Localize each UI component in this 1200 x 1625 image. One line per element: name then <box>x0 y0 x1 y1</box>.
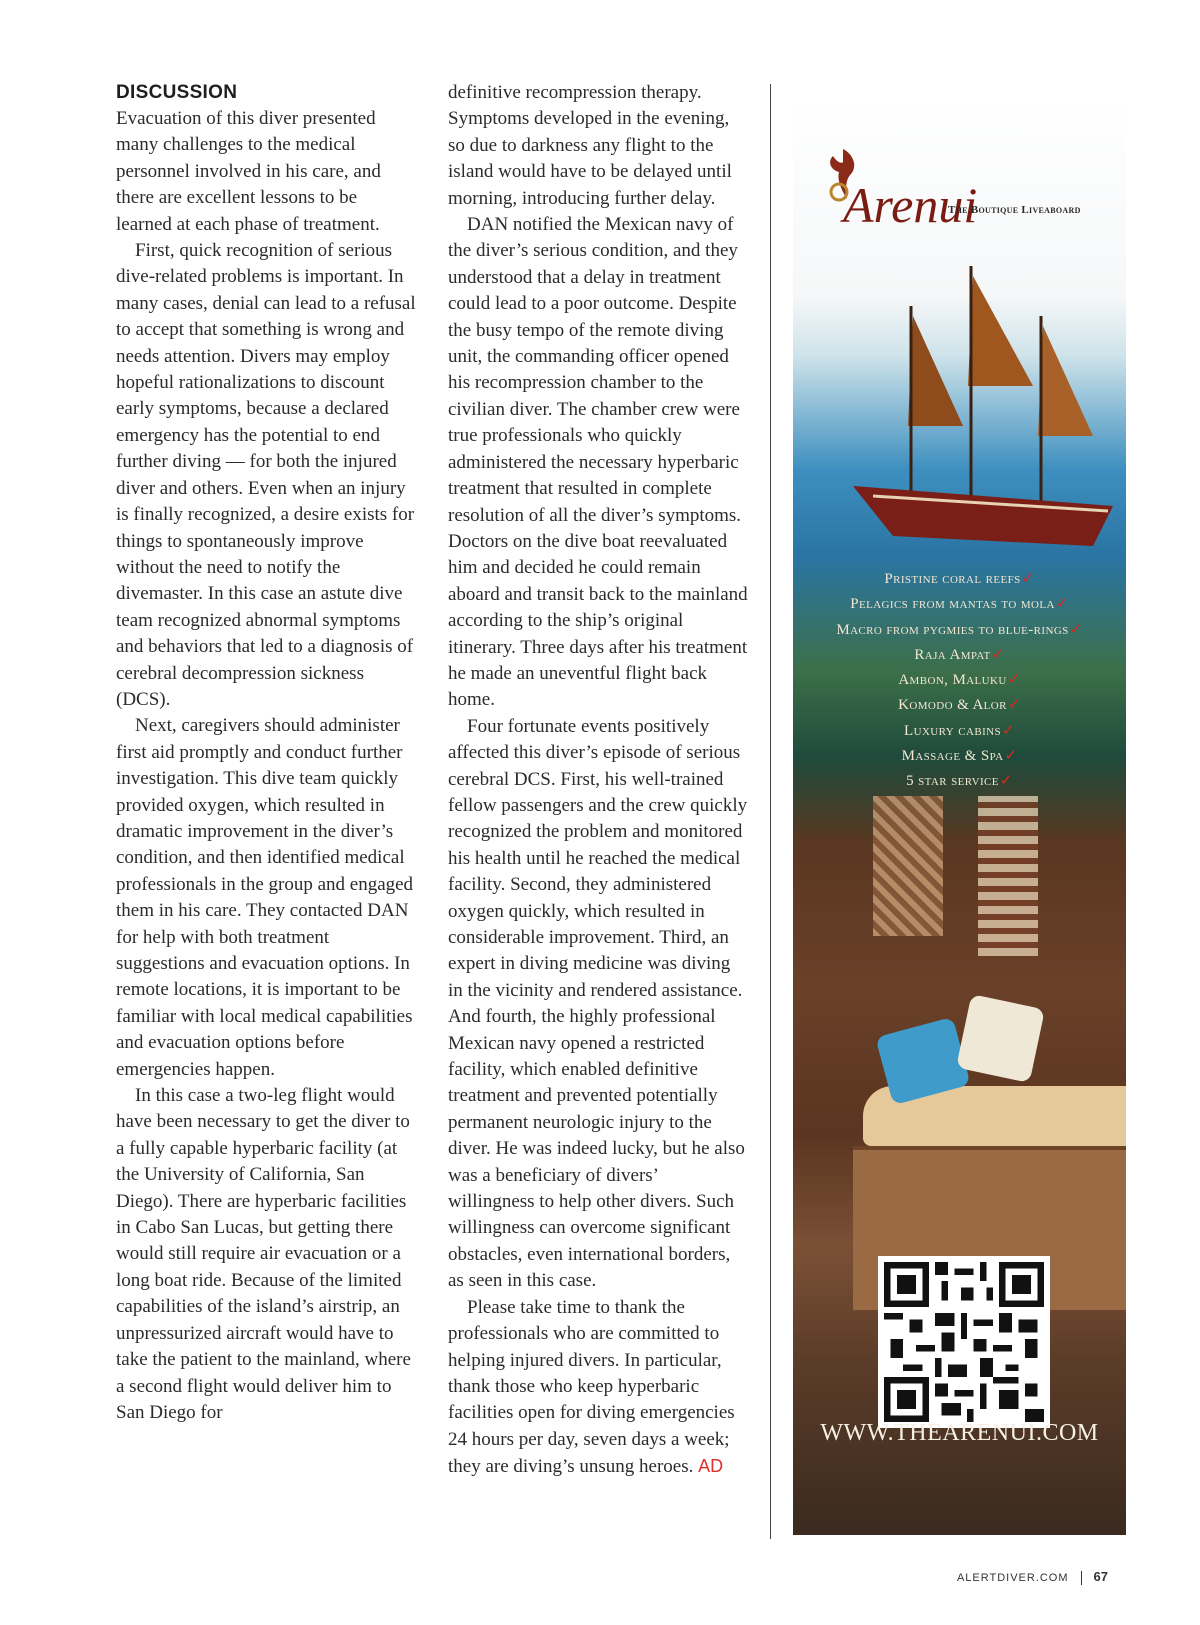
ad-url-link[interactable]: WWW.THEARENUI.COM <box>820 1420 1099 1446</box>
check-icon: ✓ <box>1007 670 1021 689</box>
check-icon: ✓ <box>1055 594 1069 613</box>
end-mark: AD <box>698 1456 724 1477</box>
check-icon: ✓ <box>1069 619 1083 638</box>
page-footer <box>957 1569 1108 1585</box>
check-icon: ✓ <box>1007 695 1021 714</box>
article-column-2 <box>448 80 748 1481</box>
feature-item: Raja Ampat✓ <box>914 644 1005 663</box>
qr-code-icon[interactable] <box>878 1256 1050 1428</box>
feature-item: Komodo & Alor✓ <box>898 695 1021 714</box>
pillow-image <box>956 994 1045 1083</box>
paragraph: In this case a two-leg flight would have been necessary to get the diver to a fully capable hyperbaric facility (at the University of California, San Diego). There are hyperbaric facilities in Cabo San Lucas, but getting there would still require air evacuation or a long boat ride. Because of the limited capabilities of the island’s airstrip, an unpressurized aircraft would have to take the patient to the mainland, where a second flight would deliver him to San Diego for <box>116 1085 411 1423</box>
page-number: 67 <box>1093 1569 1108 1584</box>
paragraph-text: Please take time to thank the professionals who are committed to helping injured divers. In particular, thank those who keep hyperbaric facilities open for diving emergencies 24 hours per day, seven days a week; they are diving’s unsung heroes. <box>448 1296 735 1478</box>
feature-item: Pristine coral reefs✓ <box>884 569 1035 587</box>
feature-item: 5 star service✓ <box>906 771 1013 790</box>
feature-item: Pelagics from mantas to mola✓ <box>850 594 1069 613</box>
paragraph: First, quick recognition of serious dive-related problems is important. In many cases, denial can lead to a refusal to accept that something is wrong and needs attention. Divers may employ hopeful rationalizations to discount early symptoms, because a declared emergency has the potential to end further diving — for both the injured diver and others. Even when an injury is finally recognized, a desire exists for things to spontaneously improve without the need to notify the divemaster. In this case an astute dive team recognized abnormal symptoms and behaviors that led to a diagnosis of cerebral decompression sickness (DCS). <box>116 240 416 710</box>
feature-list <box>793 566 1126 794</box>
paragraph <box>448 1295 748 1481</box>
paragraph: Next, caregivers should administer first aid promptly and conduct further investigation. This dive team quickly provided oxygen, which resulted in dramatic improvement in the diver’s condition, and then identified medical professionals in the group and engaged them in his care. They contacted DAN for help with both treatment suggestions and evacuation options. In remote locations, it is important to be familiar with local medical capabilities and evacuation options before emergencies happen. <box>116 715 414 1080</box>
column-divider <box>770 84 771 1539</box>
paragraph: Four fortunate events positively affected this diver’s episode of serious cerebral DCS. First, his well-trained fellow passengers and the crew quickly recognized the problem and monitored his health until he reached the medical facility. Second, they administered oxygen quickly, which resulted in considerable improvement. Third, an expert in diving medicine was diving in the vicinity and rendered assistance. And fourth, the highly professional Mexican navy opened a restricted facility, which enabled definitive treatment and prevented potentially permanent neurologic injury to the diver. He was indeed lucky, but he also was a beneficiary of divers’ willingness to help other divers. Such willingness can overcome significant obstacles, even international borders, as seen in this case. <box>448 715 748 1292</box>
check-icon: ✓ <box>999 771 1013 790</box>
check-icon: ✓ <box>1021 569 1035 587</box>
tapestry-image <box>873 796 943 936</box>
advertisement[interactable] <box>793 96 1126 1535</box>
tapestry-image <box>978 796 1038 956</box>
feature-item: Ambon, Maluku✓ <box>898 670 1021 689</box>
brand-tagline: The Boutique Liveaboard <box>948 204 1081 216</box>
article-column-1 <box>116 80 416 1426</box>
paragraph: DAN notified the Mexican navy of the diver’s serious condition, and they understood that a delay in treatment could lead to a poor outcome. Despite the busy tempo of the remote diving unit, the commanding officer opened his recompression chamber to the civilian diver. The chamber crew were true professionals who quickly administered the necessary hyperbaric treatment that resulted in complete resolution of all the diver’s symptoms. Doctors on the dive boat reevaluated him and decided he could remain aboard and transit back to the mainland according to the ship’s original itinerary. Three days after his treatment he made an uneventful flight back home. <box>448 214 748 711</box>
feature-item: Luxury cabins✓ <box>904 720 1015 739</box>
section-heading: DISCUSSION <box>116 82 238 103</box>
check-icon: ✓ <box>1004 746 1018 765</box>
paragraph: definitive recompression therapy. Symptoms developed in the evening, so due to darkness any flight to the island would have to be delayed until morning, introducing further delay. <box>448 82 732 209</box>
footer-divider <box>1081 1571 1082 1585</box>
check-icon: ✓ <box>1002 720 1015 739</box>
feature-item: Macro from pygmies to blue-rings✓ <box>836 619 1083 638</box>
sailing-ship-image <box>853 256 1113 556</box>
feature-item: Massage & Spa✓ <box>901 746 1018 765</box>
brand-logo: Arenui <box>843 177 978 233</box>
paragraph: Evacuation of this diver presented many challenges to the medical personnel involved in his care, and there are excellent lessons to be learned at each phase of treatment. <box>116 108 381 235</box>
site-name: ALERTDIVER.COM <box>956 1572 1069 1584</box>
check-icon: ✓ <box>991 644 1005 663</box>
